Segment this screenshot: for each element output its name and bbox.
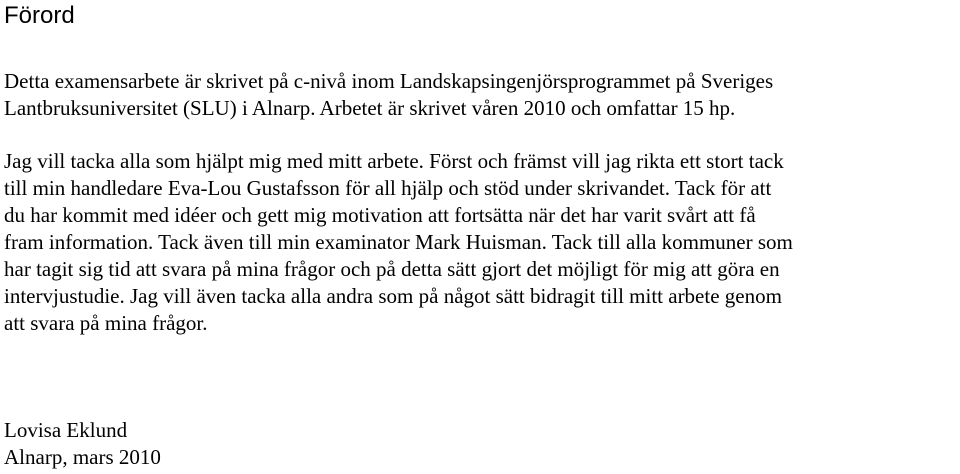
- paragraph-line: intervjustudie. Jag vill även tacka alla andra som på något sätt bidragit till mitt arbete genom: [4, 284, 782, 308]
- intro-paragraph: [4, 68, 956, 122]
- document-page: [4, 0, 956, 469]
- paragraph-line: Detta examensarbete är skrivet på c-nivå inom Landskapsingenjörsprogrammet på Sveriges: [4, 69, 774, 93]
- place-and-date: Alnarp, mars 2010: [4, 445, 161, 469]
- paragraph-line: fram information. Tack även till min examinator Mark Huisman. Tack till alla kommuner som: [4, 230, 793, 254]
- paragraph-line: att svara på mina frågor.: [4, 311, 208, 335]
- signature-block: [4, 417, 956, 471]
- acknowledgement-paragraph: [4, 148, 956, 337]
- paragraph-line: till min handledare Eva-Lou Gustafsson för all hjälp och stöd under skrivandet. Tack för att: [4, 176, 772, 200]
- paragraph-line: Lantbruksuniversitet (SLU) i Alnarp. Arbetet är skrivet våren 2010 och omfattar 15 hp.: [4, 96, 736, 120]
- author-name: Lovisa Eklund: [4, 418, 128, 442]
- page-title: Förord: [4, 2, 75, 29]
- paragraph-line: har tagit sig tid att svara på mina frågor och på detta sätt gjort det möjligt för mig att göra en: [4, 257, 780, 281]
- paragraph-line: Jag vill tacka alla som hjälpt mig med mitt arbete. Först och främst vill jag rikta ett stort tack: [4, 149, 784, 173]
- paragraph-line: du har kommit med idéer och gett mig motivation att fortsätta när det har varit svårt att få: [4, 203, 756, 227]
